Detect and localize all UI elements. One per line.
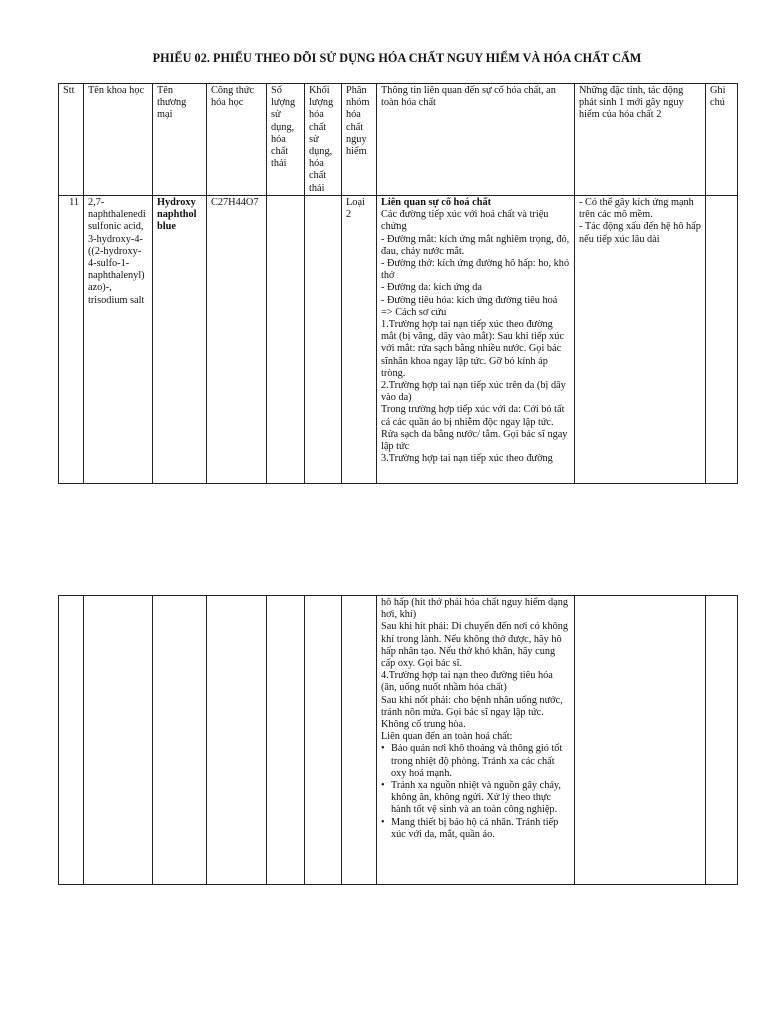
dac-tinh-line: - Có thể gây kích ứng mạnh trên các mô mềm. [579,197,694,221]
chemical-table-page-1 [58,83,738,484]
header-phan-nhom: Phân nhóm hóa chất nguy hiểm [342,84,377,196]
thong-tin-line: 4.Trường hợp tai nạn theo đường tiêu hóa (ăn, uống nuốt nhầm hóa chất) [381,670,553,694]
thong-tin-line: - Đường mắt: kích ứng mắt nghiêm trọng, đỏ, đau, chảy nước mắt. [381,233,570,257]
thong-tin-line: Trong trường hợp tiếp xúc với da: Cởi bỏ tất cả các quần áo bị nhiễm độc ngay lập tức. Rửa sạch da bằng nước/ tắm. Gọi bác sĩ ngay lập tức [381,404,568,453]
header-thong-tin: Thông tin liên quan đến sự cố hóa chất, an toàn hóa chất [377,84,575,196]
dac-tinh-line: - Tác động xấu đến hệ hô hấp nếu tiếp xúc lâu dài [579,221,701,245]
header-so-luong: Số lượng sử dụng, hóa chất thải [267,84,305,196]
thong-tin-line: - Đường thở: kích ứng đường hô hấp: ho, khó thở [381,258,570,282]
row-ghi-chu [706,196,738,484]
thong-tin-line: Liên quan đến an toàn hoá chất: [381,731,513,743]
header-cong-thuc: Công thức hóa học [207,84,267,196]
header-stt: Stt [59,84,84,196]
table-row [59,196,738,484]
thong-tin-line: 2.Trường hợp tai nạn tiếp xúc trên da (bị dây vào da) [381,380,566,404]
row-thong-tin [377,196,575,484]
list-item: • Mang thiết bị bảo hộ cá nhân. Tránh tiếp xúc với da, mắt, quần áo. [381,816,559,840]
header-dac-tinh: Những đặc tính, tác động phát sinh 1 mới gây nguy hiểm của hóa chất 2 [575,84,706,196]
row-ten-khoa-hoc: 2,7-naphthalenedisulfonic acid, 3-hydroxy-4-((2-hydroxy-4-sulfo-1-naphthalenyl)azo)-, trisodium salt [84,196,153,484]
bullet-icon: • [381,816,385,828]
header-ten-khoa-hoc: Tên khoa học [84,84,153,196]
list-item: • Bảo quản nơi khô thoáng và thông gió tốt trong nhiệt độ phòng. Tránh xa các chất oxy hoá mạnh. [381,743,563,779]
row-khoi-luong [305,196,342,484]
thong-tin-line: Các đường tiếp xúc với hoá chất và triệu chứng [381,209,549,233]
header-khoi-luong: Khối lượng hóa chất sử dụng, hóa chất thải [305,84,342,196]
page-title: PHIẾU 02. PHIẾU THEO DÕI SỬ DỤNG HÓA CHẤT NGUY HIỂM VÀ HÓA CHẤT CẤM [152,51,642,65]
cont-dac-tinh [575,596,706,885]
thong-tin-line: Sau khi nốt phải: cho bệnh nhân uống nước, tránh nôn mửa. Gọi bác sĩ ngay lập tức. Không cố trung hòa. [381,694,563,731]
row-ten-thuong-mai: Hydroxy naphthol blue [153,196,207,484]
cont-thong-tin [377,596,575,885]
bullet-icon: • [381,743,385,755]
thong-tin-line: 1.Trường hợp tai nạn tiếp xúc theo đường mắt (bị văng, dây vào mắt): Sau khi tiếp xúc với mắt: rửa sạch bằng nhiều nước. Gọi bác sĩnhãn khoa ngay lập tức. Gỡ bỏ kính áp tròng. [381,319,565,379]
list-item: • Tránh xa nguồn nhiệt và nguồn gây cháy, không ăn, không ngửi. Xử lý theo thực hành tốt vệ sinh và an toàn công nghiệp. [381,780,561,816]
row-dac-tinh [575,196,706,484]
row-phan-nhom: Loại 2 [342,196,377,484]
cont-khoi-luong [305,596,342,885]
cont-stt [59,596,84,885]
cont-ten-khoa-hoc [84,596,153,885]
thong-tin-line: Sau khi hít phải: Di chuyển đến nơi có không khí trong lành. Nếu không thở được, hãy hô hấp nhân tạo. Nếu thở khó khăn, hãy cung cấp oxy. Gọi bác sĩ. [381,621,569,670]
cont-so-luong [267,596,305,885]
safety-list [381,743,570,841]
cont-ten-thuong-mai [153,596,207,885]
thong-tin-line: - Đường tiêu hóa: kích ứng đường tiêu hoá [381,294,558,306]
header-ten-thuong-mai: Tên thương mại [153,84,207,196]
thong-tin-line: - Đường da: kích ứng da [381,282,482,294]
chemical-table-page-2 [58,595,738,885]
row-stt: 11 [59,196,84,484]
cont-ghi-chu [706,596,738,885]
cont-phan-nhom [342,596,377,885]
cont-cong-thuc [207,596,267,885]
table-row-continued [59,596,738,885]
thong-tin-line: => Cách sơ cứu [381,306,447,318]
row-so-luong [267,196,305,484]
bullet-icon: • [381,780,385,792]
thong-tin-line: 3.Trường hợp tai nạn tiếp xúc theo đường [381,453,553,465]
row-cong-thuc: C27H44O7 [207,196,267,484]
thong-tin-heading: Liên quan sự cố hoá chất [381,197,492,208]
header-ghi-chu: Ghi chú [706,84,738,196]
header-row [59,84,738,196]
thong-tin-line: hô hấp (hít thở phải hóa chất nguy hiểm dạng hơi, khí) [381,597,569,621]
